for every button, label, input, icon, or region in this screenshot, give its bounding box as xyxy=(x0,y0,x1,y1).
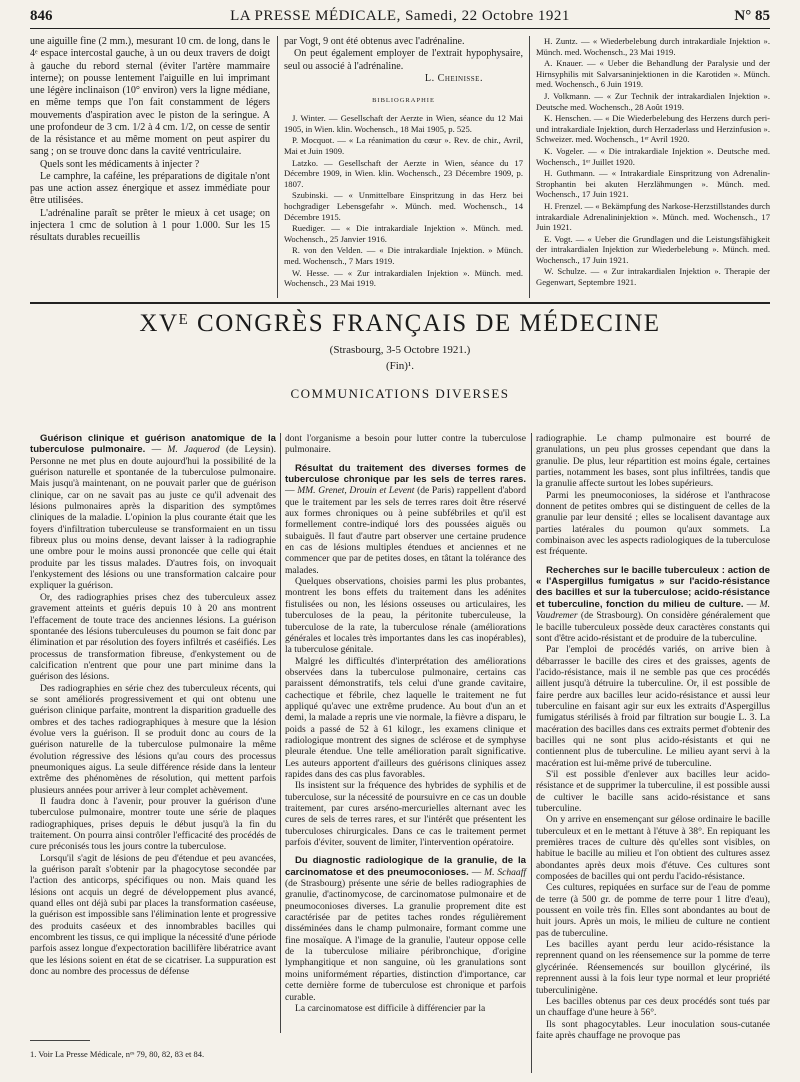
paragraph: Malgré les difficultés d'interprétation des améliorations observées dans la tuberculose pulmonaire, certains cas paraissent démonstratifs, tels celui d'une grande cavitaire, cachectique et fébrile, chez laquelle le traitement ne fut appliqué qu'avec une extrême prudence. Au bout d'un an et demi, la malade a repris une vie normale, la fièvre a disparu, le poids a passé de 52 à 61 kilogr., les examens clinique et radiologique montrent des signes de sclérose et de symphyse pleurale étendue. Une telle amélioration paraît significative. Les auteurs apportent d'ailleurs des guérisons cliniques assez rapides dans des cas plus favorables. xyxy=(285,655,526,780)
article-paragraph: Recherches sur le bacille tuberculeux : action de « l'Aspergillus fumigatus » sur l'acido-résistance des bacilles et sur la tuberculose; acido-résistance et tuberculine, fonction du milieu de culture. — M. Vaudremer (de Strasbourg). On considère généralement que le bacille tuberculeux possède deux caractères constants qui sont d'être acido-résistant et de produire de la tuberculine. xyxy=(536,564,770,644)
paragraph: L'adrénaline paraît se prêter le mieux à cet usage; on injectera 1 cmc de solution à 1 pour 1.000. Sur les 15 résultats durables recueillis xyxy=(30,207,270,243)
article-text: Personne ne met plus en doute aujourd'hui la possibilité de la guérison naturelle et spontanée de la tuberculose pulmonaire. Mais jusqu'à maintenant, on ne pouvait parler que de guérison clinique, car on ne savait pas au juste ce qu'il advenait des lésions pulmonaires après la disparition des symptômes cliniques de la maladie. L'opinion la plus courante était que les foyers d'infiltration tuberculeuse se transformaient en un tissu fibreux plus ou moins dense, devant laisser à la radiographie une ombre pour le moins aussi prononcée que celle qui était produite par les tissus malades. D'autres fois, on invoquait l'enkystement des lésions ou une transformation calcaire pour expliquer la guérison. xyxy=(30,455,276,592)
paragraph: On peut également employer de l'extrait hypophysaire, seul ou associé à l'adrénaline. xyxy=(284,48,523,72)
main-column-1 xyxy=(30,433,276,978)
bibliography-item: W. Hesse. — « Zur intrakardialen Injektion ». Münch. med. Wochensch., 23 Mai 1919. xyxy=(284,267,523,289)
bibliography-item: H. Frenzel. — « Bekämpfung des Narkose-Herzstillstandes durch intrakardiale Adrenalininjektion ». Münch. med. Wochensch., 17 Juin 1921. xyxy=(536,200,771,233)
article-author: M. Jaquerod xyxy=(167,444,220,456)
article-text: (de Strasbourg) présente une série de belles radiographies de granulie, d'actinomycose, de carcinomatose pulmonaire et de pneumoconioses diverses. La granulie proprement dite est caractérisée par de petites taches rondes régulièrement disséminées dans le champ pulmonaire, formant comme une fine mosaïque. A l'image de la granulie, l'auteur oppose celle de la tuberculose miliaire péribronchique, d'origine lymphangitique et non sanguine, où les granulations sont moins uniformément réparties, distinction d'importance, car cette dernière forme de tuberculose est chronique et parfois curable. xyxy=(285,878,526,1003)
paragraph: S'il est possible d'enlever aux bacilles leur acido-résistance et de supprimer la tuberculine, il est possible aussi de cultiver le bacille sans acido-résistance et sans tuberculine. xyxy=(536,768,770,814)
paragraph: Les bacilles obtenus par ces deux procédés sont tués par un chauffage d'une heure à 56°. xyxy=(536,995,770,1019)
bibliography-item: H. Zuntz. — « Wiederbelebung durch intrakardiale Injektion ». Münch. med. Wochensch., 23 Mai 1919. xyxy=(536,36,770,57)
paragraph: Ils insistent sur la fréquence des hybrides de syphilis et de tuberculose, sur la nécessité de poursuivre en ce cas un double traitement, par cures arséno-mercurielles alternant avec les cures de sels de terres rares, et sur l'intérêt que présentent les tuberculoses chirurgicales. Dans ce cas le traitement permet parfois d'éviter, souvent de limiter, l'intervention opératoire. xyxy=(285,780,526,849)
bibliography-item: Ruediger. — « Die intrakardiale Injektion ». Münch. med. Wochensch., 25 Janvier 1916. xyxy=(284,223,523,244)
article-text: On considère généralement que le bacille tuberculeux possède deux caractères constants qui sont d'être acido-résistant et de produire de la tuberculine. xyxy=(536,610,770,644)
journal-name: LA PRESSE MÉDICALE, xyxy=(230,8,401,24)
paragraph: Parmi les pneumoconioses, la sidérose et l'anthracose donnent de petites ombres qui se distinguent de celles de la granulie par leur densité ; elles se localisent davantage aux parties latérales du poumon qu'aux sommets. La combinaison avec les aspects radiologiques de la tuberculose est fréquente. xyxy=(536,489,770,558)
article-title: Du diagnostic radiologique de la granulie, de la carcinomatose et des pneumoconioses. xyxy=(285,855,526,878)
bibliography-item: K. Vogeler. — « Die intrakardiale Injektion ». Deutsche med. Wochensch., 1ᵉʳ Juillet 1920. xyxy=(536,145,770,167)
paragraph: Or, des radiographies prises chez des tuberculeux assez gravement atteints et guéris depuis 10 à 20 ans montrent l'effacement de toute trace des anciennes lésions. La guérison spontanée des lésions tuberculeuses du poumon se fait donc par élimination et par résolution des foyers infiltrés et caséifiés. Les processus de transformation fibreuse, d'enkystement ou de calcification n'entrent que pour une part minime dans la guérison des lésions. xyxy=(30,591,276,683)
bibliography-item: E. Vogt. — « Ueber die Grundlagen und die Leistungsfähigkeit der intrakardialen Injektion zur Wiederbelebung ». Münch. med. Wochensch., 17 Juin 1921. xyxy=(536,233,770,265)
article-paragraph: Guérison clinique et guérison anatomique de la tuberculose pulmonaire. — M. Jaquerod (de Leysin). Personne ne met plus en doute aujourd'hui la possibilité de la guérison naturelle et spontanée de la tuberculose pulmonaire. Mais jusqu'à maintenant, on ne pouvait parler que de guérison clinique, car on ne savait pas au juste ce qu'il advenait des lésions pulmonaires après la disparition des symptômes cliniques de la maladie. L'opinion la plus courante était que les foyers d'infiltration tuberculeuse se transformaient en un tissu fibreux plus ou moins dense, devant laisser à la radiographie une ombre pour le moins aussi prononcée que celle qui était produite par les tissus malades. D'autres fois, on invoquait l'enkystement des lésions ou une transformation calcaire pour expliquer la guérison. xyxy=(30,433,276,592)
column-rule xyxy=(280,433,281,1033)
bibliography-item: K. Henschen. — « Die Wiederbelebung des Herzens durch peri- und intrakardiale Injektion, durch Herzaderlass und Herzinfusion ». Schweizer. med. Wochensch., 1ᵉʳ Avril 1920. xyxy=(536,113,770,145)
bibliography-item: Latzko. — Gesellschaft der Aerzte in Wien, séance du 17 Décembre 1909, in Wien. klin. Wochensch., 23 Décembre 1909, p. 1807. xyxy=(284,157,523,189)
page-number: 846 xyxy=(30,8,53,24)
bibliography-item: J. Winter. — Gesellschaft der Aerzte in Wien, séance du 12 Mai 1905, in Wien. klin. Wochensch., 18 Mai 1905, p. 525. xyxy=(284,113,523,134)
paragraph: La carcinomatose est difficile à différencier par la xyxy=(295,1002,486,1014)
article-author: M. Schaaff xyxy=(484,866,526,878)
article-place: (de Leysin). xyxy=(225,444,276,456)
paragraph: Quelques observations, choisies parmi les plus probantes, montrent les bons effets du traitement dans les adénites fistulisées ou non, les lésions osseuses ou articulaires, les tuberculoses de la peau, la péritonite tuberculeuse, la tuberculose de la rate, la tuberculose rénale (améliorations générales et locales très importantes dans les cas inopérables), la tuberculose génitale. xyxy=(285,576,526,656)
article-paragraph: Résultat du traitement des diverses formes de tuberculose chronique par les sels de terres rares. — MM. Grenet, Drouin et Levent (de Paris) rappellent d'abord que le traitement par les sels de terres rares doit être réservé aux formes chroniques ou à peine subfébriles et qu'il est formellement contre-indiqué lors des poussées aiguës ou subaiguës. Il faut d'autre part observer une certaine prudence en cas de lésions multiples étendues et anciennes et ne commencer que par de petites doses, en tâtant la tolérance des malades. xyxy=(285,462,526,576)
article-paragraph: Du diagnostic radiologique de la granulie, de la carcinomatose et des pneumoconioses. — M. Schaaff (de Strasbourg) présente une série de belles radiographies de granulie, d'actinomycose, de carcinomatose pulmonaire et de pneumoconioses diverses. La granulie proprement dite est caractérisée par de petites taches rondes régulièrement disséminées dans le champ pulmonaire, formant comme une fine mosaïque. A l'image de la granulie, l'auteur oppose celle de la tuberculose miliaire péribronchique, d'origine lymphangitique et non sanguine, où les granulations sont moins uniformément réparties, distinction d'importance, car cette dernière forme de tuberculose est chronique et parfois curable. xyxy=(285,855,526,1003)
bibliography-item: A. Knauer. — « Ueber die Behandlung der Paralysie und der Hirnsyphilis mit Salvarsaninjektionen in die Karotiden ». Münch. med. Wochensch., 6 Juin 1919. xyxy=(536,58,770,90)
bibliography-item: Szubinski. — « Unmittelbare Einspritzung in das Herz bei hochgradiger Lebensgefahr ». Münch. med. Wochensch., 14 Décembre 1915. xyxy=(284,190,523,222)
footnote-rule xyxy=(30,1040,90,1041)
congress-heading xyxy=(30,310,770,402)
issue-number: N° 85 xyxy=(734,8,770,24)
article-text: rappellent d'abord que le traitement par les sels de terres rares doit être réservé aux formes chroniques ou à peine subfébriles et qu'il est formellement contre-indiqué lors des poussées aiguës ou subaiguës. Il faut d'autre part observer une certaine prudence en cas de lésions multiples étendues et anciennes et ne commencer que par de petites doses, en tâtant la tolérance des malades. xyxy=(285,485,526,576)
top-column-3 xyxy=(536,36,770,289)
column-rule xyxy=(277,36,278,298)
paragraph: Il faudra donc à l'avenir, pour prouver la guérison d'une tuberculose pulmonaire, montrer toute une série de plaques radiographiques, prises depuis le début jusqu'à la fin du traitement. On pourra ainsi contrôler l'efficacité des procédés de cure préconisés tous les jours contre la tuberculose. xyxy=(30,796,276,853)
paragraph: Des radiographies en série chez des tuberculeux récents, qui se sont améliorés progressivement et qui ont obtenu une guérison clinique parfaite, montrent la disparition graduelle des ombres et des taches radiographiques à mesure que la lésion évolue vers la guérison. Il se produit donc au cours de la guérison naturelle de la tuberculose pulmonaire la même évolution régressive des lésions qu'au cours des processus pneumoniques aigus. La seule différence réside dans la lenteur extrême des phénomènes de résolution, qui mettent parfois plusieurs années pour arriver à leur complet achèvement. xyxy=(30,682,276,796)
paragraph: par Vogt, 9 ont été obtenus avec l'adrénaline. xyxy=(284,36,465,47)
article-title: Guérison clinique et guérison anatomique de la tuberculose pulmonaire. xyxy=(30,433,276,456)
paragraph: dont l'organisme a besoin pour lutter contre la tuberculose pulmonaire. xyxy=(285,433,526,456)
bibliography-item: J. Volkmann. — « Zur Technik der intrakardialen Injektion ». Deutsche med. Wochensch., 28 Août 1919. xyxy=(536,90,770,112)
paragraph: Par l'emploi de procédés variés, on arrive bien à débarrasser le bacille des cires et des graisses, agents de l'acido-résistance, mais il ne semble pas que ces procédés aillent jusqu'à détruire la tuberculine. Or, il est possible de faire perdre aux bacilles leur acido-résistance et aussi leur tuberculine en faisant agir sur eux les extraits d'Aspergillus fumigatus stérilisés à froid par filtration sur bougie L. 3. La macération des bacilles dans ces extraits permet d'obtenir des bacilles qui ne sont plus acido-résistants et qui ne contiennent plus de tuberculine. Le milieu ayant servi à la macération est lui-même privé de tuberculine. xyxy=(536,644,770,769)
header-rule xyxy=(30,28,770,29)
top-column-2 xyxy=(284,36,523,290)
paragraph: Ces cultures, repiquées en surface sur de l'eau de pomme de terre (à 500 gr. de pomme de terre pour 1 litre d'eau), poussent en voile très fin. Elles sont abondantes au bout de huit jours. Après un mois, le milieu de culture ne contient pas de tuberculine. xyxy=(536,882,770,939)
author-signature: L. Cheinisse. xyxy=(424,72,483,84)
article-title: Résultat du traitement des diverses formes de tuberculose chronique par les sels de terres rares. xyxy=(285,462,526,486)
paragraph: Lorsqu'il s'agit de lésions de peu d'étendue et peu avancées, la guérison paraît s'obtenir par la phagocytose secondée par l'action des anticorps, spécifiques ou non. Mais quand les lésions ont acquis un degré de développement plus avancé, quand elles ont déjà subi par places la transformation caséeuse, la guérison est impossible sans l'élimination lente et progressive des produits caséeux et des innombrables bacilles qui encombrent les tissus, ce qui implique la nécessité d'une période parfois assez longue d'expectoration bacillifère libératrice avant que les lésions soient en état de se cicatriser. La suppuration est donc au nombre des processus de défense xyxy=(30,852,276,978)
column-rule xyxy=(529,36,530,298)
top-column-1 xyxy=(30,36,270,244)
paragraph: Ils sont phagocytables. Leur inoculation sous-cutanée faite après chauffage ne provoque pas xyxy=(536,1018,770,1041)
main-column-2 xyxy=(285,433,526,1014)
bibliography-item: W. Schulze. — « Zur intrakardialen Injektion ». Therapie der Gegenwart, Septembre 1921. xyxy=(536,266,770,288)
congress-title: XVᴱ CONGRÈS FRANÇAIS DE MÉDECINE xyxy=(139,310,661,337)
paragraph: une aiguille fine (2 mm.), mesurant 10 cm. de long, dans le 4ᵉ espace intercostal gauche, à un ou deux travers de doigt à gauche du rebord sternal (éviter l'artère mammaire interne); on pousse lentement l'aiguille en lui imprimant une légère inclinaison (10° environ) vers la ligne médiane, en même temps que l'on fait constamment de légers mouvements d'aspiration avec le piston de la seringue. A une profondeur de 3 cm. 1/2 à 4 cm. 1/2, on cesse de sentir de la résistance et au même moment on peut aspirer du sang ; on se trouve donc dans la cavité ventriculaire. xyxy=(30,36,270,158)
paragraph: Les bacilles ayant perdu leur acido-résistance la reprennent quand on les réensemence sur la pomme de terre glycérinée. Réensemencés sur bouillon glycériné, ils reprennent aussi à la fois leur type normal et leur propriété tuberculinigène. xyxy=(536,939,770,996)
paragraph: radiographie. Le champ pulmonaire est bourré de granulations, un peu plus grosses cependant que dans la granulie. De plus, leur répartition est moins égale, certaines parties, notamment les bases, sont plus infiltrées, tandis que la granulie affecte surtout les lobes supérieurs. xyxy=(536,433,770,490)
column-rule xyxy=(531,433,532,1073)
bibliography-item: R. von den Velden. — « Die intrakardiale Injektion. » Münch. med. Wochensch., 7 Mars 1919. xyxy=(284,245,523,266)
paragraph: On y arrive en ensemençant sur gélose ordinaire le bacille tuberculeux et en le mettant à l'étuve à 38°. En repiquant les premières traces de culture dès qu'elles sont visibles, on habitue le bacille au milieu et l'on obtient des cultures assez abondantes après deux mois d'étuve. Ces cultures sont composées de bacilles qui ont perdu l'acido-résistance. xyxy=(536,814,770,883)
article-place: (de Paris) xyxy=(417,485,455,497)
article-author: M. Vaudremer xyxy=(536,598,770,622)
article-author: MM. Grenet, Drouin et Levent xyxy=(297,485,415,497)
paragraph: Quels sont les médicaments à injecter ? xyxy=(40,158,200,170)
journal-title xyxy=(30,8,770,25)
bibliography-heading: BIBLIOGRAPHIE xyxy=(372,97,435,104)
footnote: 1. Voir La Presse Médicale, nᵒˢ 79, 80, 82, 83 et 84. xyxy=(30,1049,205,1059)
paragraph: Le camphre, la caféine, les préparations de digitale n'ont pas une action assez énergique et assez immédiate pour être utilisées. xyxy=(30,170,270,207)
congress-fin: (Fin)¹. xyxy=(385,360,415,372)
main-column-3 xyxy=(536,433,770,1041)
section-title: COMMUNICATIONS DIVERSES xyxy=(290,386,510,401)
issue-date: Samedi, 22 Octobre 1921 xyxy=(405,8,570,24)
article-place: (de Strasbourg). xyxy=(580,610,644,622)
congress-place: (Strasbourg, 3-5 Octobre 1921.) xyxy=(329,344,471,356)
bibliography-item: P. Mocquot. — « La réanimation du cœur ». Rev. de chir., Avril, Mai et Juin 1909. xyxy=(284,135,523,157)
article-title: Recherches sur le bacille tuberculeux : action de « l'Aspergillus fumigatus » sur l'acido-résistance des bacilles et sur la tuberculose; acido-résistance et tuberculine, fonction du milieu de culture. xyxy=(536,564,770,610)
bibliography-list xyxy=(284,113,523,289)
bibliography-item: H. Guthmann. — « Intrakardiale Einspritzung von Adrenalin-Strophantin bei akuten Herzlähmungen ». Münch. med. Wochensch., 17 Juin 1921. xyxy=(536,168,770,200)
page-header xyxy=(30,8,770,30)
section-rule xyxy=(30,302,770,304)
